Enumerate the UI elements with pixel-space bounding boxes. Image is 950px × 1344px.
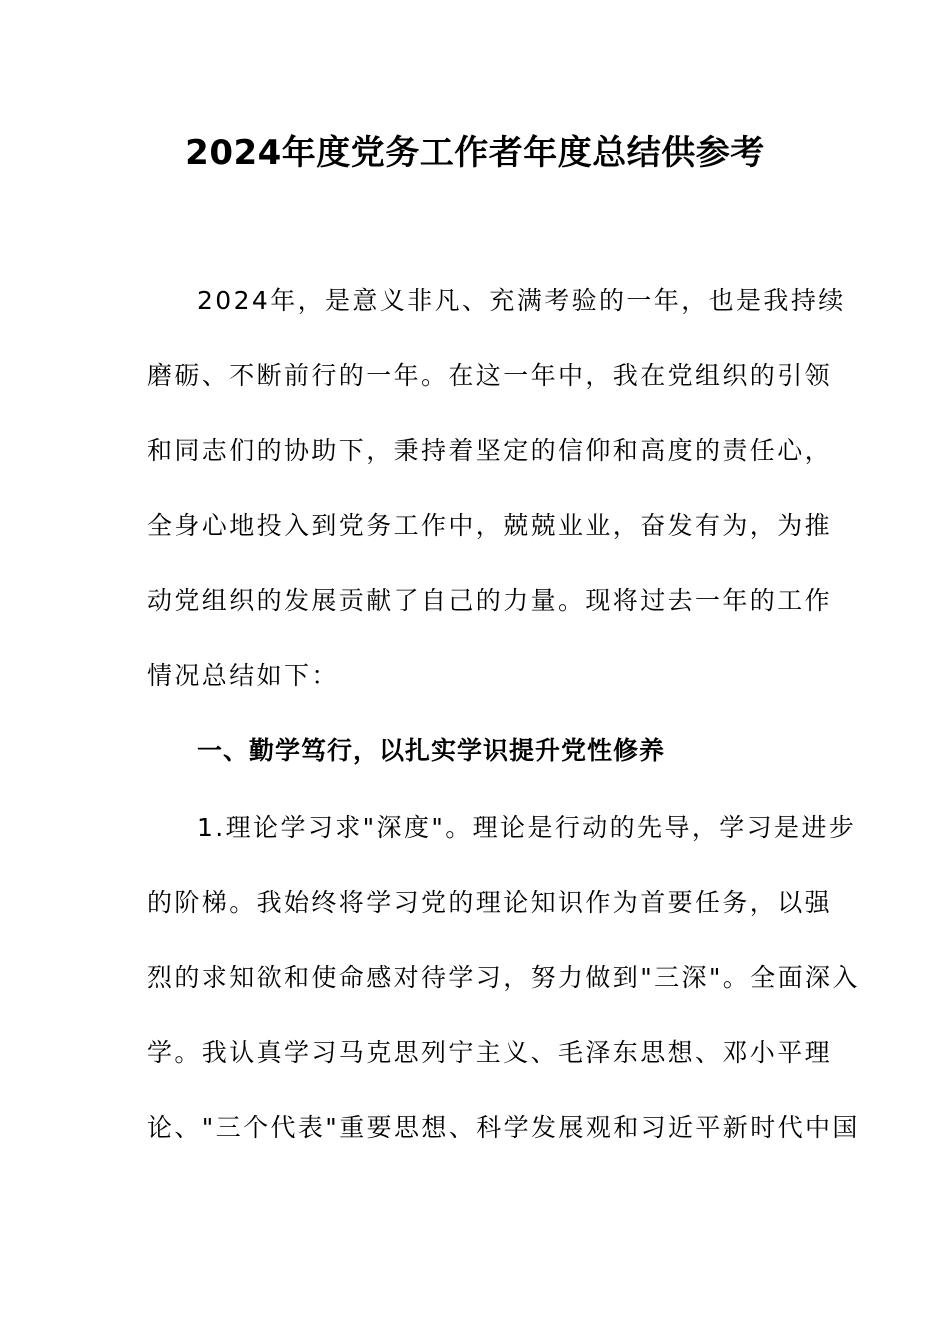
paragraph-line: 动党组织的发展贡献了自己的力量。现将过去一年的工作 bbox=[147, 586, 833, 615]
paragraph-line: 全身心地投入到党务工作中，兢兢业业，奋发有为，为推 bbox=[147, 511, 833, 540]
section-heading: 一、勤学笃行，以扎实学识提升党性修养 bbox=[197, 736, 666, 765]
paragraph-line: 论、"三个代表"重要思想、科学发展观和习近平新时代中国 bbox=[147, 1113, 860, 1142]
paragraph-line: 的阶梯。我始终将学习党的理论知识作为首要任务，以强 bbox=[147, 888, 833, 917]
paragraph-line: 2024年，是意义非凡、充满考验的一年，也是我持续 bbox=[197, 286, 846, 315]
paragraph-line: 和同志们的协助下，秉持着坚定的信仰和高度的责任心， bbox=[147, 436, 833, 465]
document-title: 2024年度党务工作者年度总结供参考 bbox=[185, 133, 765, 173]
paragraph-line: 1.理论学习求"深度"。理论是行动的先导，学习是进步 bbox=[197, 813, 857, 842]
paragraph-line: 学。我认真学习马克思列宁主义、毛泽东思想、邓小平理 bbox=[147, 1038, 833, 1067]
paragraph-line: 磨砺、不断前行的一年。在这一年中，我在党组织的引领 bbox=[147, 361, 833, 390]
paragraph-line: 情况总结如下： bbox=[147, 661, 339, 690]
paragraph-line: 烈的求知欲和使命感对待学习，努力做到"三深"。全面深入 bbox=[147, 963, 860, 992]
